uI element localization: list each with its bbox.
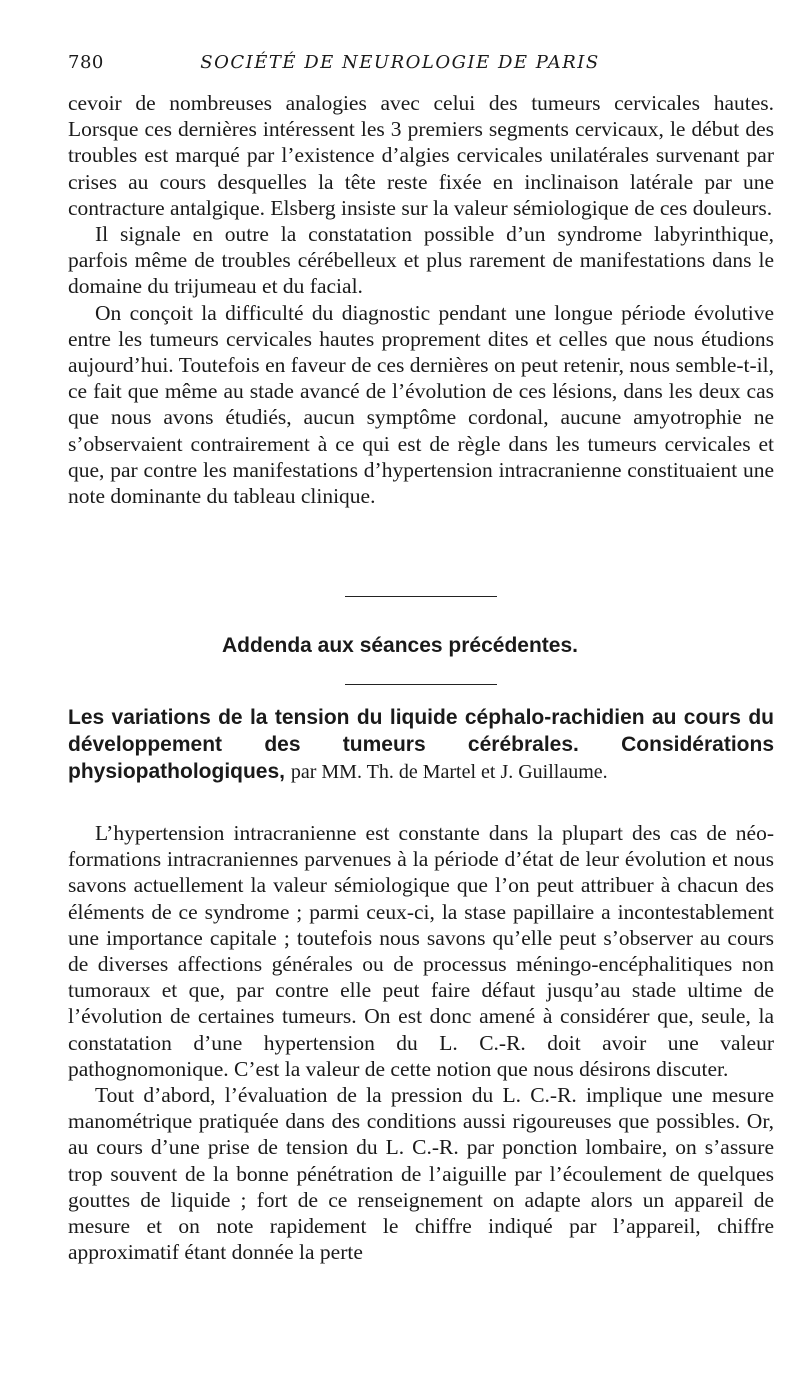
article-byline: par MM. Th. de Martel et J. Guillaume.	[290, 761, 608, 783]
paragraph: On conçoit la difficulté du diagnostic pendant une longue période évolutive entre les tumeurs cervicales hautes proprement dites et celles que nous étudions aujourd’hui. Toutefois en faveur de ces dernières on peut retenir, nous semble-t-il, ce fait que même au stade avancé de l’évolution de ces lésions, dans les deux cas que nous avons étudiés, aucun symptôme cordonal, aucune amyotrophie ne s’observaient contrairement à ce qui est de règle dans les tumeurs cervicales et que, par contre les manifestations d’hypertension intracranienne constituaient une note dominante du tableau clinique.	[68, 300, 774, 509]
page-number: 780	[68, 52, 104, 73]
divider-rule	[345, 596, 497, 597]
article-title-block	[68, 704, 774, 786]
divider-rule	[345, 684, 497, 685]
paragraph: cevoir de nombreuses analogies avec celui des tumeurs cervicales hautes. Lorsque ces dernières intéressent les 3 premiers segments cervicaux, le début des troubles est marqué par l’existence d’algies cervicales unilatérales survenant par crises au cours desquelles la tête reste fixée en inclinaison latérale par une contracture antalgique. Elsberg insiste sur la valeur sémiologique de ces douleurs.	[68, 91, 774, 220]
journal-title: SOCIÉTÉ DE NEUROLOGIE DE PARIS	[200, 52, 600, 73]
section-heading: Addenda aux séances précédentes.	[222, 634, 578, 657]
article-body-text	[68, 820, 774, 1265]
running-header	[0, 52, 800, 78]
paragraph: L’hypertension intracranienne est constante dans la plupart des cas de néo-formations intracraniennes parvenues à la période d’état de leur évolution et nous savons actuellement la valeur sémiologique que l’on peut attribuer à chacun des éléments de ce syndrome ; parmi ceux-ci, la stase papillaire a incontestablement une importance capitale ; toutefois nous savons qu’elle peut s’observer au cours de diverses affections générales ou de processus méningo-encéphalitiques non tumoraux et que, par contre elle peut faire défaut jusqu’au stade ultime de l’évolution de certaines tumeurs. On est donc amené à considérer que, seule, la constatation d’une hypertension du L. C.-R. doit avoir une valeur pathognomonique. C’est la valeur de cette notion que nous désirons discuter.	[68, 821, 774, 1081]
paragraph: Tout d’abord, l’évaluation de la pression du L. C.-R. implique une mesure manométrique pratiquée dans des conditions aussi rigoureuses que possibles. Or, au cours d’une prise de tension du L. C.-R. par ponction lombaire, on s’assure trop souvent de la bonne pénétration de l’aiguille par l’écoulement de quelques gouttes de liquide ; fort de ce renseignement on adapte alors un appareil de mesure et on note rapidement le chiffre indiqué par l’appareil, chiffre approximatif étant donnée la perte	[68, 1083, 774, 1265]
paragraph: Il signale en outre la constatation possible d’un syndrome labyrinthique, parfois même de troubles cérébelleux et plus rarement de manifestations dans le domaine du trijumeau et du facial.	[68, 222, 774, 299]
previous-article-text	[68, 90, 774, 509]
article-title: Les variations de la tension du liquide céphalo-rachidien au cours du développement des tumeurs cérébrales. Considérations physiopathologiques,	[68, 706, 774, 783]
